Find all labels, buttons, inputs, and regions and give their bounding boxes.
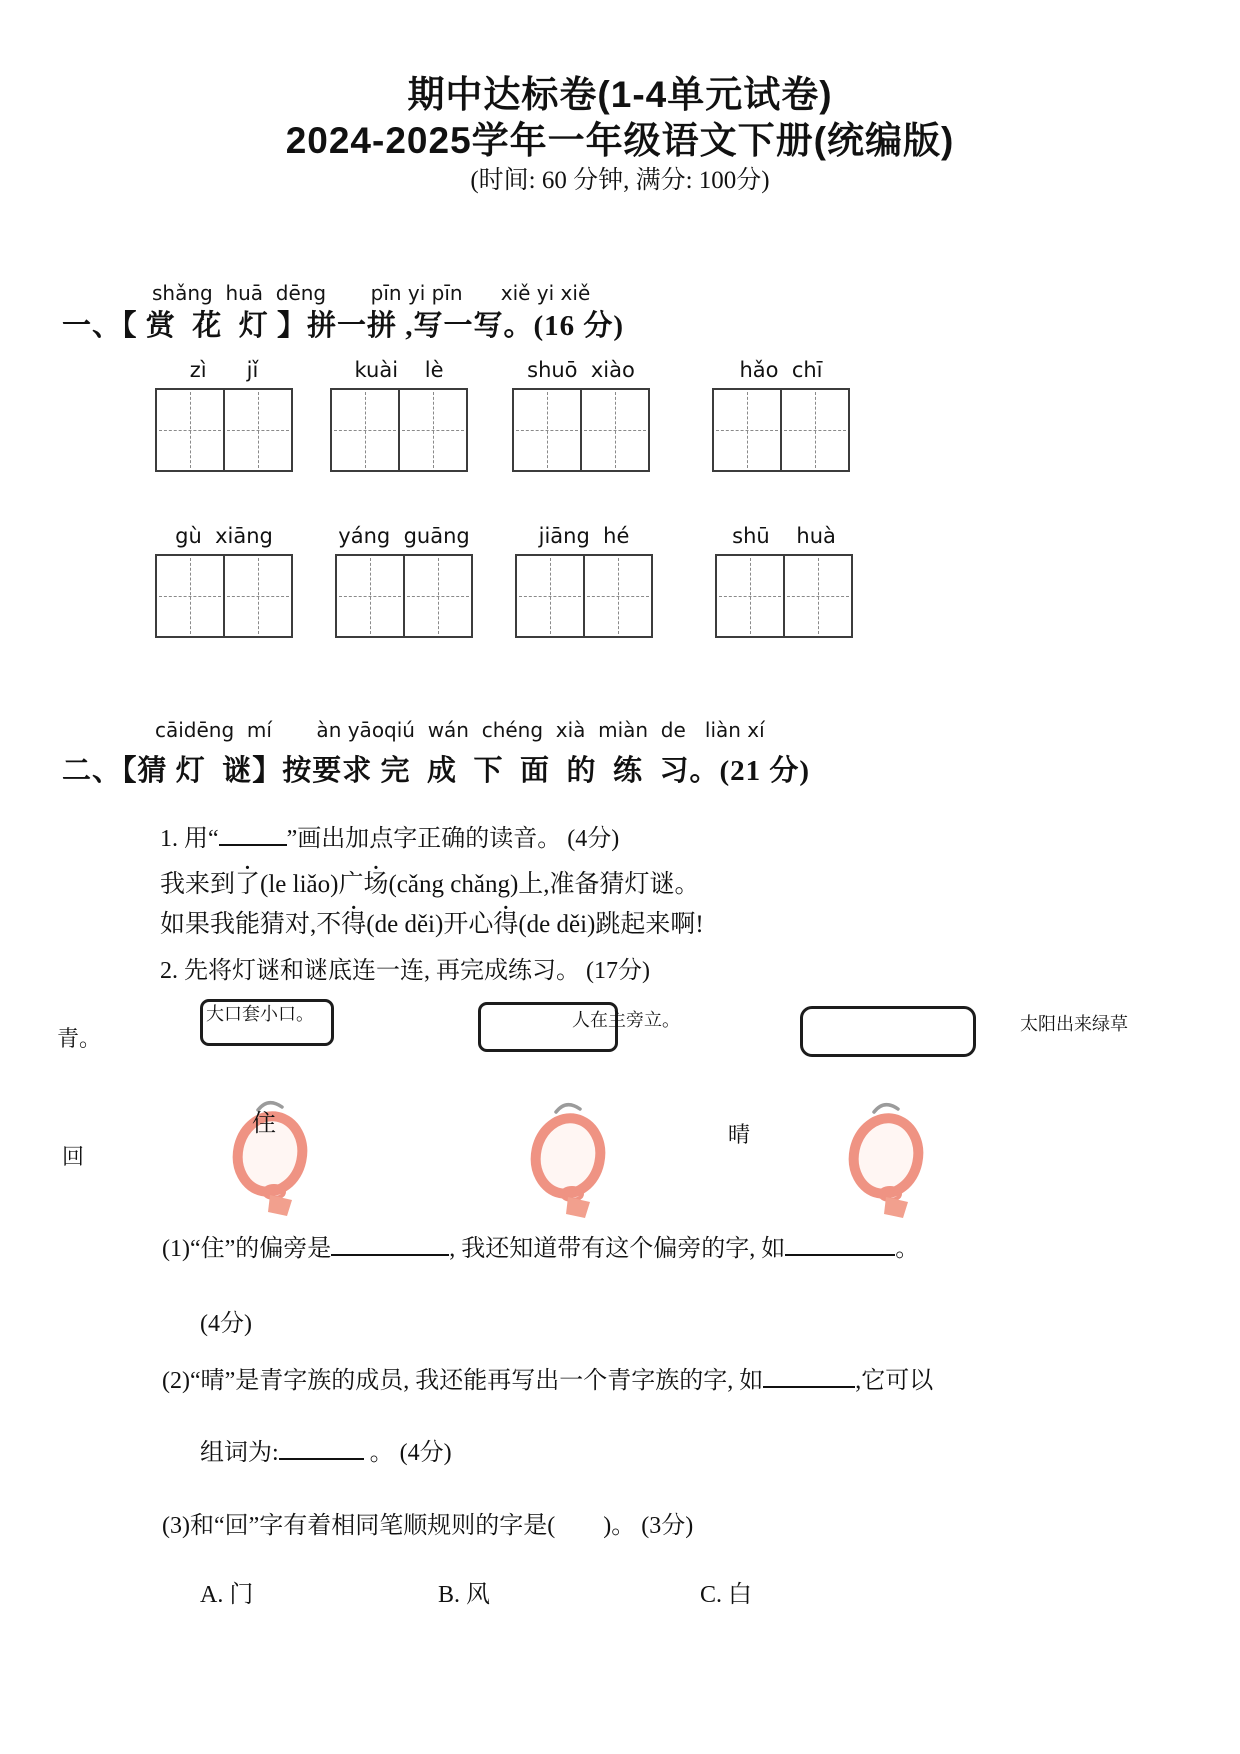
lantern-label-zhu: 住: [252, 1111, 276, 1137]
word-pinyin: gù xiāng: [175, 524, 273, 548]
sub2-text-2: ,它可以: [855, 1368, 934, 1394]
lantern-icon: [520, 1096, 616, 1223]
word-pinyin: yáng guāng: [338, 524, 470, 548]
grid-cell: [714, 390, 780, 470]
section2-heading: 二、【猜 灯 谜】按要求 完 成 下 面 的 练 习。(21 分): [62, 755, 811, 787]
sub-question-2: [162, 1360, 933, 1395]
lantern-tassel: [268, 1195, 292, 1216]
text-run: (le liǎo)广: [260, 871, 364, 898]
sub2-text-1: (2)“晴”是青字族的成员, 我还能再写出一个青字族的字, 如: [162, 1368, 764, 1394]
dotted-char: 得: [341, 911, 367, 938]
word-pinyin: kuài lè: [354, 358, 444, 382]
writing-grid: [155, 554, 293, 638]
option-c: C. 白: [700, 1582, 753, 1608]
section1-heading: 一、【 赏 花 灯 】拼一拼 ,写一写。(16 分): [62, 310, 625, 342]
question-1-sentence-2: [160, 904, 704, 940]
word-item: [155, 358, 293, 472]
option-b: B. 风: [438, 1582, 491, 1608]
sub2-line2-text-2: 。 (4分): [363, 1440, 452, 1466]
grid-cell: [157, 390, 223, 470]
grid-cell: [780, 390, 848, 470]
option-a: A. 门: [200, 1582, 254, 1608]
section1-pinyin: shǎng huā dēng pīn yi pīn xiě yi xiě: [152, 281, 591, 305]
writing-grid: [715, 554, 853, 638]
sub1-score: (4分): [200, 1311, 252, 1337]
word-item: [515, 524, 653, 638]
grid-cell: [583, 556, 651, 636]
question-1: [160, 818, 619, 853]
grid-cell: [717, 556, 783, 636]
word-pinyin: hǎo chī: [739, 358, 823, 382]
text-run: (de děi)开心: [366, 911, 494, 938]
sub2-line2-text-1: 组词为:: [200, 1440, 279, 1466]
riddle-answer-hui: 回: [62, 1144, 85, 1169]
question-1-sentence-1: [160, 864, 700, 900]
lantern-handle: [556, 1105, 580, 1112]
sub-question-1: [162, 1228, 919, 1263]
grid-cell: [337, 556, 403, 636]
word-item: [712, 358, 850, 472]
answer-blank: [279, 1433, 364, 1460]
text-run: (cǎng chǎng)上,准备猜灯谜。: [388, 871, 700, 898]
word-item: [335, 524, 473, 638]
sub1-text-1: (1)“住”的偏旁是: [162, 1236, 332, 1262]
answer-blank: [763, 1361, 855, 1388]
grid-cell: [223, 556, 291, 636]
text-run: 我来到: [160, 871, 236, 898]
word-pinyin: shū huà: [732, 524, 836, 548]
word-item: [512, 358, 650, 472]
word-item: [715, 524, 853, 638]
dotted-char: 得: [493, 911, 519, 938]
word-item: [155, 524, 293, 638]
writing-grid: [335, 554, 473, 638]
question-1-text-after: ”画出加点字正确的读音。 (4分): [286, 826, 620, 852]
riddle-1-text: 大口套小口。: [206, 1004, 314, 1024]
lantern-tassel: [884, 1197, 908, 1218]
grid-cell: [398, 390, 466, 470]
grid-cell: [514, 390, 580, 470]
paper-meta: (时间: 60 分钟, 满分: 100分): [470, 167, 770, 194]
grid-cell: [332, 390, 398, 470]
word-pinyin: shuō xiào: [527, 358, 635, 382]
sub1-text-2: , 我还知道带有这个偏旁的字, 如: [449, 1236, 786, 1262]
paper-title-line2: 2024-2025学年一年级语文下册(统编版): [285, 120, 955, 161]
word-pinyin: zì jǐ: [189, 358, 259, 382]
word-item: [330, 358, 468, 472]
grid-cell: [517, 556, 583, 636]
riddle-3-text: 太阳出来绿草: [1020, 1014, 1128, 1034]
writing-grid: [712, 388, 850, 472]
riddle-answer-qing: 青。: [57, 1026, 102, 1051]
lantern-tassel: [566, 1197, 590, 1218]
word-pinyin: jiāng hé: [538, 524, 630, 548]
sub-question-3: (3)和“回”字有着相同笔顺规则的字是( )。 (3分): [162, 1513, 694, 1539]
dotted-char: 场: [363, 871, 389, 898]
dotted-char: 了: [235, 871, 261, 898]
lantern-icon: [838, 1096, 934, 1223]
answer-blank: [331, 1229, 449, 1256]
grid-cell: [403, 556, 471, 636]
section2-pinyin: cāidēng mí àn yāoqiú wán chéng xià miàn de liàn xí: [155, 718, 765, 742]
grid-cell: [157, 556, 223, 636]
sub1-text-3: 。: [895, 1236, 920, 1262]
grid-cell: [580, 390, 648, 470]
riddle-2-text: 人在主旁立。: [572, 1010, 680, 1030]
question-1-text-before: 1. 用“: [160, 826, 219, 852]
question-2: 2. 先将灯谜和谜底连一连, 再完成练习。 (17分): [160, 958, 650, 984]
riddle-box-1: [200, 999, 334, 1046]
writing-grid: [512, 388, 650, 472]
grid-cell: [783, 556, 851, 636]
writing-grid: [330, 388, 468, 472]
lantern-handle: [874, 1105, 898, 1112]
answer-blank: [219, 819, 287, 846]
lantern-label-qing: 晴: [728, 1122, 751, 1147]
text-run: 如果我能猜对,不: [160, 911, 342, 938]
writing-grid: [515, 554, 653, 638]
sub-question-2-line2: [200, 1432, 452, 1467]
writing-grid: [155, 388, 293, 472]
grid-cell: [223, 390, 291, 470]
text-run: (de děi)跳起来啊!: [518, 911, 704, 938]
riddle-box-3: [800, 1006, 976, 1057]
answer-blank: [785, 1229, 895, 1256]
paper-title-line1: 期中达标卷(1-4单元试卷): [407, 74, 833, 115]
